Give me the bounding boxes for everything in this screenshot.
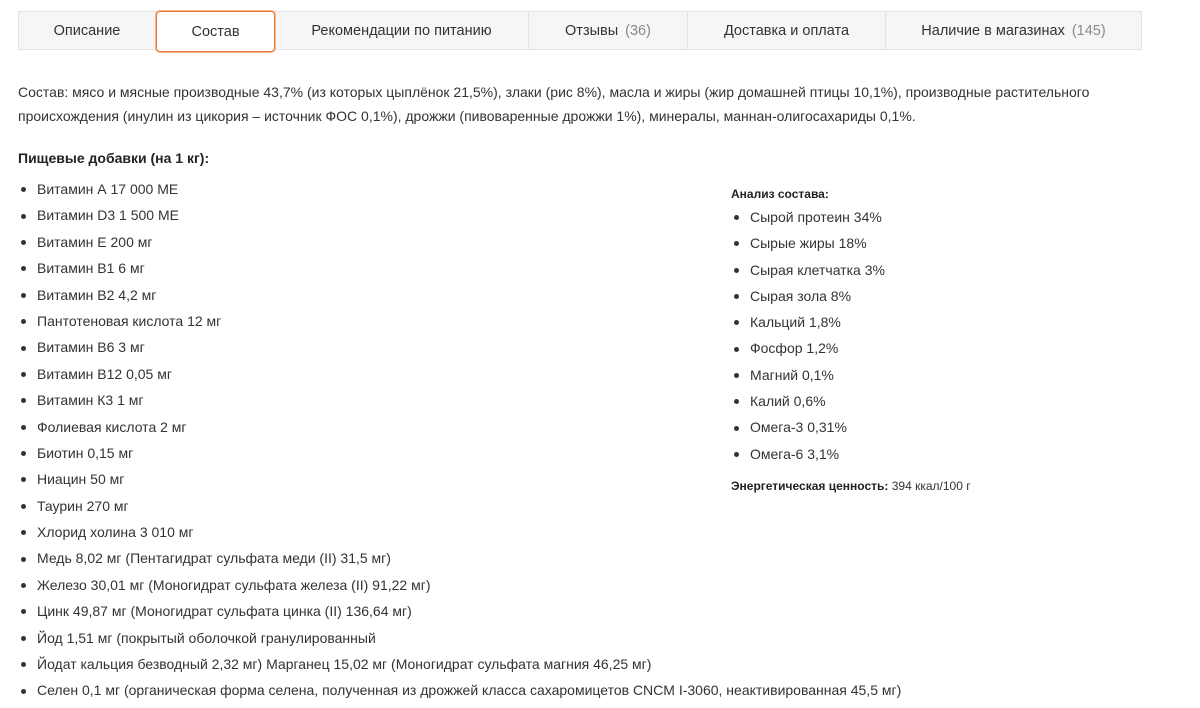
additive-item: Железо 30,01 мг (Моногидрат сульфата железа (II) 91,22 мг) <box>18 572 901 598</box>
additive-item: Витамин Е 200 мг <box>18 229 901 255</box>
tab-composition[interactable] <box>156 11 275 52</box>
analysis-item: Фосфор 1,2% <box>731 335 971 361</box>
additive-item: Витамин В12 0,05 мг <box>18 361 901 387</box>
reviews-count: (36) <box>625 22 651 39</box>
additive-item: Медь 8,02 мг (Пентагидрат сульфата меди (II) 31,5 мг) <box>18 545 901 571</box>
tab-label: Состав <box>191 23 240 40</box>
tab-reviews[interactable] <box>529 12 688 49</box>
product-tabs <box>18 11 1142 50</box>
analysis-item: Сырая клетчатка 3% <box>731 257 971 283</box>
analysis-item: Магний 0,1% <box>731 362 971 388</box>
additive-item: Ниацин 50 мг <box>18 466 901 492</box>
analysis-item: Кальций 1,8% <box>731 309 971 335</box>
additive-item: Витамин В2 4,2 мг <box>18 282 901 308</box>
analysis-item: Омега-3 0,31% <box>731 414 971 440</box>
tab-label: Рекомендации по питанию <box>311 22 492 39</box>
composition-text: Состав: мясо и мясные производные 43,7% (из которых цыплёнок 21,5%), злаки (рис 8%), масла и жиры (жир домашней птицы 10,1%), производные растительного происхождения (инулин из цикория – источник ФОС 0,1%), дрожжи (пивоваренные дрожжи 1%), минералы, маннан-олигосахариды 0,1%. <box>18 84 1090 124</box>
tab-description[interactable] <box>19 12 156 49</box>
additive-item: Хлорид холина 3 010 мг <box>18 519 901 545</box>
additive-item: Биотин 0,15 мг <box>18 440 901 466</box>
additive-item: Йодат кальция безводный 2,32 мг) Марганец 15,02 мг (Моногидрат сульфата магния 46,25 мг) <box>18 651 901 677</box>
additive-item: Пантотеновая кислота 12 мг <box>18 308 901 334</box>
analysis-item: Калий 0,6% <box>731 388 971 414</box>
additives-heading: Пищевые добавки (на 1 кг): <box>18 150 210 166</box>
additive-item: Селен 0,1 мг (органическая форма селена, полученная из дрожжей класса сахаромицетов CNCM I-3060, неактивированная 45,5 мг) <box>18 677 901 703</box>
additive-item: Таурин 270 мг <box>18 493 901 519</box>
energy-value-line <box>731 479 971 493</box>
tab-delivery-payment[interactable] <box>688 12 886 49</box>
additive-item: Витамин К3 1 мг <box>18 387 901 413</box>
analysis-item: Сырая зола 8% <box>731 283 971 309</box>
tab-label: Отзывы <box>565 22 619 39</box>
tab-label: Описание <box>53 22 121 39</box>
energy-label: Энергетическая ценность: <box>731 478 889 493</box>
stores-count: (145) <box>1071 22 1106 39</box>
analysis-item: Сырой протеин 34% <box>731 204 971 230</box>
analysis-item: Сырые жиры 18% <box>731 230 971 256</box>
additive-item: Йод 1,51 мг (покрытый оболочкой гранулированный <box>18 625 901 651</box>
analysis-item: Омега-6 3,1% <box>731 441 971 467</box>
additive-item: Витамин D3 1 500 МЕ <box>18 202 901 228</box>
additive-item: Витамин А 17 000 МЕ <box>18 176 901 202</box>
tab-label: Доставка и оплата <box>723 22 850 39</box>
tab-label: Наличие в магазинах <box>921 22 1065 39</box>
analysis-section <box>731 186 971 493</box>
additive-item: Фолиевая кислота 2 мг <box>18 414 901 440</box>
energy-value: 394 ккал/100 г <box>891 478 971 493</box>
tab-store-availability[interactable] <box>886 12 1141 49</box>
additive-item: Цинк 49,87 мг (Моногидрат сульфата цинка (II) 136,64 мг) <box>18 598 901 624</box>
additive-item: Витамин В1 6 мг <box>18 255 901 281</box>
additive-item: Витамин В6 3 мг <box>18 334 901 360</box>
tab-feeding-recommendations[interactable] <box>275 12 529 49</box>
analysis-heading: Анализ состава: <box>731 187 829 201</box>
analysis-list <box>731 204 971 467</box>
